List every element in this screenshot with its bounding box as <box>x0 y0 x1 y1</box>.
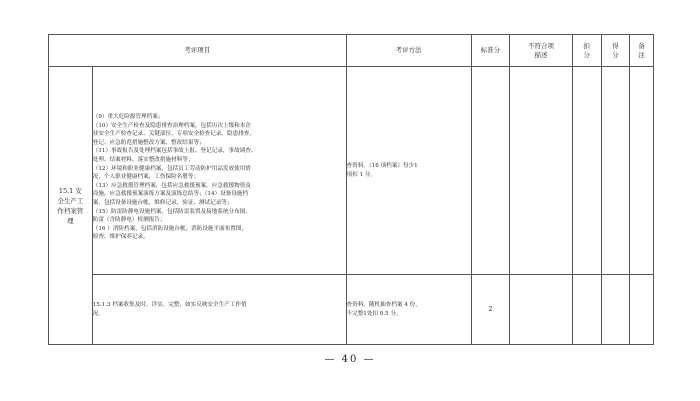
item-line: 案，包括设备设施台帐，维修记录，验证、测试记录等； <box>92 199 233 206</box>
item-line: 登记、应急防范措施整改方案、整改结果等； <box>92 139 205 146</box>
table-row <box>49 67 654 275</box>
note-cell <box>630 67 654 275</box>
header-fail-desc <box>510 35 573 67</box>
header-item: 考评项目 <box>49 35 347 67</box>
item-line: 设施，应急救援预案演练方案及演练总结等；（14）设备设施档 <box>92 191 249 198</box>
header-get-line1: 得 <box>612 41 619 50</box>
item-line: （11）事故报告及处理档案包括事故上报、登记记录，事故调查、 <box>92 148 257 155</box>
fail-desc-cell <box>510 275 573 345</box>
assessment-table <box>48 34 654 345</box>
table-header-row <box>49 35 654 67</box>
get-cell <box>601 67 630 275</box>
item-line: 况。 <box>92 310 104 317</box>
method-cell <box>346 67 471 275</box>
get-cell <box>601 275 630 345</box>
category-line: 全生产工 <box>57 196 84 205</box>
score-cell <box>471 67 510 275</box>
item-line: （15）防雷防静电设施档案，包括防雷装置及接地系统分布图， <box>92 208 251 215</box>
header-deduct <box>572 35 601 67</box>
header-get-line2: 分 <box>612 50 619 59</box>
score-cell: 2 <box>471 275 510 345</box>
item-line: 处理、结案材料、落实整改措施材料等； <box>92 157 194 164</box>
fail-desc-cell <box>510 67 573 275</box>
category-cell <box>49 67 93 345</box>
item-line: （9）重大危险源管理档案； <box>92 114 164 121</box>
header-note-line1: 备 <box>638 41 645 50</box>
table-row <box>49 275 654 345</box>
item-line: （16 ）消防档案，包括消防设施台帐，消防设施平面布置图， <box>92 225 248 232</box>
note-cell <box>630 275 654 345</box>
method-line: 项扣 1 分。 <box>346 171 376 178</box>
category-line: 15.1 安 <box>58 186 82 195</box>
header-method: 考评方法 <box>346 35 471 67</box>
method-line: 查资料，（16 项档案）每少1 <box>346 162 418 169</box>
header-score: 标准分 <box>471 35 510 67</box>
deduct-cell <box>572 67 601 275</box>
item-line: 检查、维护保养记录。 <box>92 234 149 241</box>
item-cell <box>92 67 346 275</box>
header-fail-desc-line2: 描述 <box>534 50 548 59</box>
item-line: （10）安全生产检查及隐患排查治理档案，包括历次上级和本企 <box>92 122 251 129</box>
item-line: 况，个人职业健康档案，工伤保险名册等； <box>92 174 200 181</box>
method-line: 不完整1处扣 0.5 分。 <box>346 310 402 317</box>
header-get <box>601 35 630 67</box>
method-cell <box>346 275 471 345</box>
header-deduct-line2: 分 <box>583 50 590 59</box>
category-line: 作档案管 <box>57 206 84 215</box>
deduct-cell <box>572 275 601 345</box>
category-line: 理 <box>67 216 74 225</box>
method-line: 查资料，随机抽查档案 4 份， <box>346 301 421 308</box>
item-line: （12）环境和职业健康档案，包括员工劳动防护用品发放使用情 <box>92 165 251 172</box>
header-fail-desc-line1: 不符合项 <box>528 41 554 50</box>
header-note <box>630 35 654 67</box>
header-deduct-line1: 扣 <box>583 41 590 50</box>
item-line: （13）应急救援管理档案，包括应急救援预案，应急救援物资及 <box>92 182 251 189</box>
item-cell <box>92 275 346 345</box>
item-line: 防雷（含防静电）检测报告； <box>92 217 166 224</box>
header-note-line2: 注 <box>638 50 645 59</box>
page-number: — 40 — <box>324 354 376 365</box>
item-line: 15.1.3 档案收集及时、详实、完整，如实反映安全生产工作情 <box>92 301 247 308</box>
item-line: 业安全生产检查记录、关键部位、专项安全检查记录，隐患排查、 <box>92 131 255 138</box>
